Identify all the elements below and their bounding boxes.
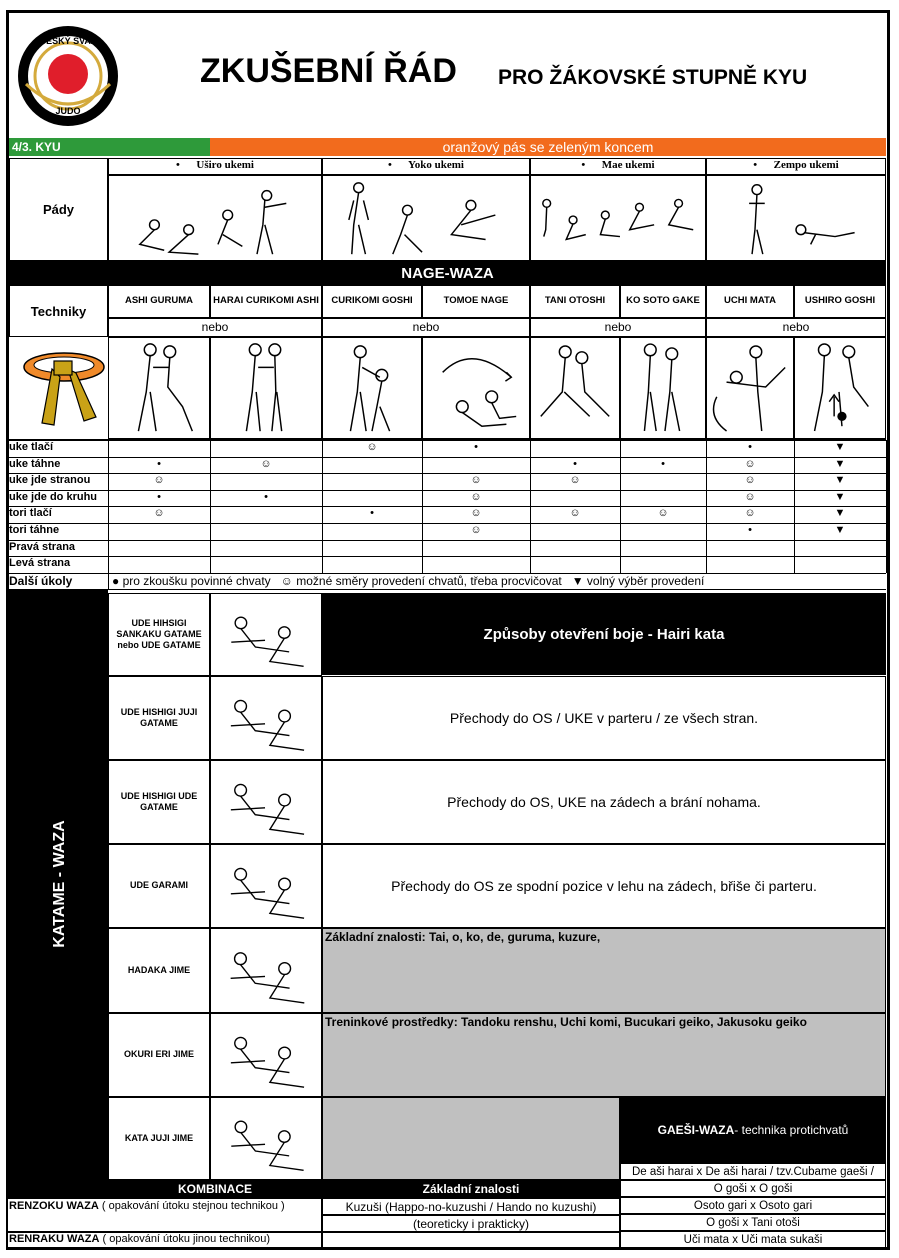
pady-image-zempo (706, 175, 886, 261)
katame-technique-label: HADAKA JIME (108, 928, 210, 1013)
mark-cell: ▼ (834, 490, 846, 503)
tech-ushiro-goshi: USHIRO GOSHI (794, 285, 886, 318)
pady-name-yoko: Yoko ukemi (408, 159, 464, 171)
mark-row-label: Pravá strana (9, 540, 76, 553)
gaesi-title-rest: - technika protichvatů (734, 1123, 849, 1137)
renraku-label: RENRAKU WAZA (9, 1233, 100, 1245)
empty-bottom-cell (322, 1232, 620, 1248)
mark-row-label: uke táhne (9, 457, 61, 470)
mark-cell: ☺ (744, 507, 756, 520)
mark-cell: ☺ (744, 457, 756, 470)
renzoku-note: ( opakování útoku stejnou technikou ) (98, 1200, 285, 1212)
tech-image-ashi-guruma (108, 337, 210, 439)
hairi-kata: Způsoby otevření boje - Hairi kata (322, 593, 886, 675)
bullet: • (753, 159, 758, 171)
katame-technique-image (210, 844, 322, 928)
tech-harai-curikomi-ashi: HARAI CURIKOMI ASHI (210, 285, 322, 318)
mark-cell: ▼ (834, 441, 846, 453)
gaesi-item: Uči mata x Uči mata sukaši (620, 1231, 886, 1248)
katame-technique-label: UDE GARAMI (108, 844, 210, 928)
mark-cell: ☺ (470, 507, 482, 520)
mark-cell: ☺ (657, 507, 669, 520)
grid-vline (886, 440, 887, 573)
techniky-label: Techniky (9, 285, 108, 337)
empty-gray-box (322, 1097, 620, 1180)
mark-row-label: uke jde stranou (9, 474, 91, 487)
dalsi-divider (108, 573, 109, 590)
mark-cell: • (157, 490, 161, 503)
mark-cell: • (661, 457, 665, 470)
bottom-black-left (9, 1180, 108, 1198)
mark-cell: • (748, 524, 752, 536)
judo-logo (16, 24, 120, 128)
mark-cell: • (573, 457, 577, 470)
mark-cell: ▼ (834, 457, 846, 470)
mark-cell: ☺ (260, 457, 272, 470)
gaesi-title-bold: GAEŠI-WAZA (657, 1123, 735, 1137)
bullet: • (581, 159, 586, 171)
page-title: ZKUŠEBNÍ ŘÁD (200, 52, 457, 90)
belt-label: oranžový pás se zeleným koncem (442, 139, 654, 155)
mark-row-label: Levá strana (9, 557, 71, 570)
mark-cell: ☺ (744, 474, 756, 487)
bullet: • (388, 159, 392, 171)
mark-cell: ☺ (470, 524, 482, 536)
gaesi-item: De aši harai x De aši harai / tzv.Cubame gaeši / (620, 1163, 886, 1180)
mark-row-label: uke tlačí (9, 441, 54, 453)
tech-image-tomoe-nage (422, 337, 530, 439)
renzoku-label: RENZOKU WAZA (9, 1200, 99, 1212)
tech-uchi-mata: UCHI MATA (706, 285, 794, 318)
renraku-text (9, 1233, 270, 1245)
prechody-1: Přechody do OS / UKE v parteru / ze všech stran. (322, 676, 886, 760)
mark-cell: ☺ (470, 474, 482, 487)
katame-technique-label: OKURI ERI JIME (108, 1013, 210, 1097)
renzoku-text (9, 1200, 285, 1212)
nebo-2: nebo (322, 318, 530, 337)
mark-row-label: uke jde do kruhu (9, 490, 98, 503)
nage-waza-title: NAGE-WAZA (9, 261, 886, 285)
grid-hline (7, 540, 886, 541)
treninkove-text: Treninkové prostředky: Tandoku renshu, Uchi komi, Bucukari geiko, Jakusoku geiko (325, 1015, 807, 1029)
mark-cell: • (474, 441, 478, 453)
belt-image (12, 345, 106, 430)
mark-cell: ☺ (366, 441, 378, 453)
mark-cell: ☺ (744, 490, 756, 503)
mark-row-label: tori tlačí (9, 507, 52, 520)
bullet: • (176, 159, 180, 171)
katame-technique-image (210, 928, 322, 1013)
renraku-note: ( opakování útoku jinou technikou) (99, 1233, 271, 1245)
logo-text-bottom: JUDO (55, 106, 81, 116)
tech-image-curikomi-goshi (322, 337, 422, 439)
kombinace-label: KOMBINACE (108, 1180, 322, 1198)
pady-image-yoko (322, 175, 530, 261)
pady-name-mae: Mae ukemi (601, 159, 655, 171)
tech-tomoe-nage: TOMOE NAGE (422, 285, 530, 318)
mark-cell: ▼ (834, 507, 846, 520)
pady-name-usiro: Uširo ukemi (196, 159, 254, 171)
katame-side-label: KATAME - WAZA (51, 820, 68, 948)
mark-cell: • (748, 441, 752, 453)
nebo-3: nebo (530, 318, 706, 337)
logo-text-top: ČESKÝ SVAZ (39, 36, 97, 46)
tech-ashi-guruma: ASHI GURUMA (108, 285, 210, 318)
gaesi-item: Osoto gari x Osoto gari (620, 1197, 886, 1214)
katame-technique-image (210, 593, 322, 676)
mark-cell: ☺ (470, 490, 482, 503)
mark-cell: ▼ (834, 524, 846, 536)
pady-name-zempo: Zempo ukemi (773, 159, 839, 171)
mark-cell: ▼ (834, 474, 846, 487)
katame-technique-image (210, 1097, 322, 1180)
pady-header-2 (322, 158, 530, 175)
teoreticky-cell: (teoreticky i prakticky) (322, 1215, 620, 1232)
prechody-2: Přechody do OS, UKE na zádech a brání nohama. (322, 760, 886, 844)
mark-cell: ☺ (153, 507, 165, 520)
katame-technique-image (210, 1013, 322, 1097)
katame-technique-image (210, 676, 322, 760)
grade-label: 4/3. KYU (12, 140, 61, 154)
prechody-3: Přechody do OS ze spodní pozice v lehu na zádech, břiše či parteru. (322, 844, 886, 928)
pady-image-usiro (108, 175, 322, 261)
tech-image-ko-soto-gake (620, 337, 706, 439)
mark-row-label: tori táhne (9, 524, 60, 536)
grid-hline (7, 556, 886, 557)
katame-technique-label: KATA JUJI JIME (108, 1097, 210, 1180)
nebo-4: nebo (706, 318, 886, 337)
mark-cell: ☺ (569, 474, 581, 487)
tech-image-tani-otoshi (530, 337, 620, 439)
kuzusi-cell: Kuzuši (Happo-no-kuzushi / Hando no kuzushi) (322, 1198, 620, 1215)
nebo-1: nebo (108, 318, 322, 337)
pady-header-1 (108, 158, 322, 175)
tech-image-harai-curikomi-ashi (210, 337, 322, 439)
pady-label: Pády (9, 158, 108, 261)
katame-technique-image (210, 760, 322, 844)
tech-image-uchi-mata (706, 337, 794, 439)
mark-cell: • (264, 490, 268, 503)
page-subtitle: PRO ŽÁKOVSKÉ STUPNĚ KYU (498, 66, 808, 89)
zakladni-znalosti-label: Základní znalosti (322, 1180, 620, 1198)
gaesi-title (620, 1097, 886, 1163)
gaesi-item: O goši x O goši (620, 1180, 886, 1197)
katame-technique-label: UDE HIHSIGI SANKAKU GATAME nebo UDE GATAME (108, 593, 210, 676)
pady-header-4 (706, 158, 886, 175)
tech-tani-otoshi: TANI OTOSHI (530, 285, 620, 318)
katame-technique-label: UDE HISHIGI JUJI GATAME (108, 676, 210, 760)
mark-cell: ☺ (153, 474, 165, 487)
katame-technique-label: UDE HISHIGI UDE GATAME (108, 760, 210, 844)
pady-image-mae (530, 175, 706, 261)
legend-text: ● pro zkoušku povinné chvaty ☺ možné směry provedení chvatů, třeba procvičovat ▼ volný výběr provedení (112, 574, 705, 588)
tech-ko-soto-gake: KO SOTO GAKE (620, 285, 706, 318)
gaesi-item: O goši x Tani otoši (620, 1214, 886, 1231)
dalsi-label: Další úkoly (9, 574, 73, 588)
tech-image-ushiro-goshi (794, 337, 886, 439)
mark-cell: ☺ (569, 507, 581, 520)
mark-cell: • (370, 507, 374, 520)
zakladni-znalosti-text: Základní znalosti: Tai, o, ko, de, guruma, kuzure, (325, 930, 601, 944)
tech-curikomi-goshi: CURIKOMI GOSHI (322, 285, 422, 318)
mark-cell: • (157, 457, 161, 470)
pady-header-3 (530, 158, 706, 175)
